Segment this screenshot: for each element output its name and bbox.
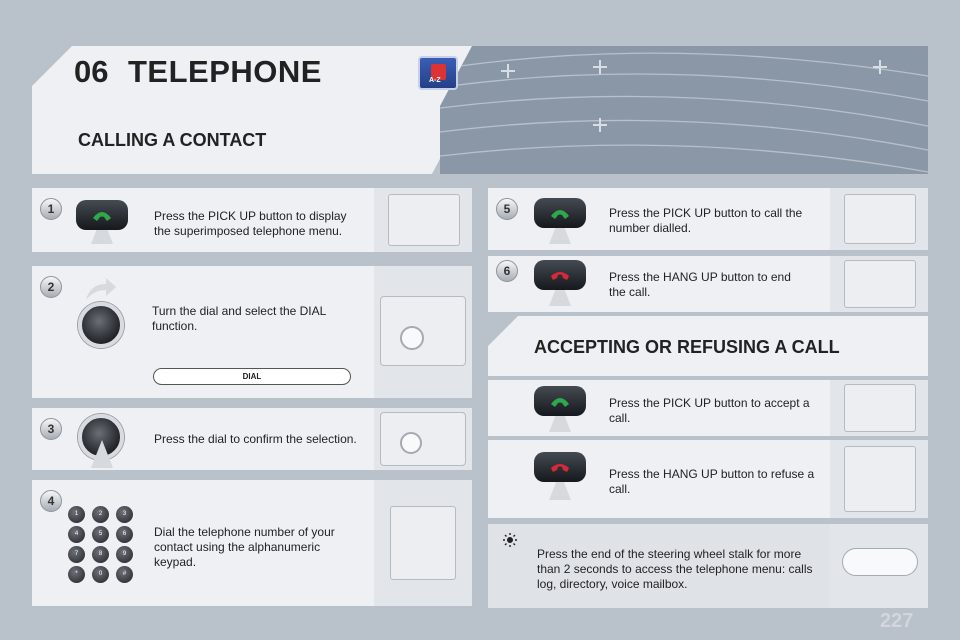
header-decoration bbox=[440, 46, 928, 174]
hangup-button-icon bbox=[534, 452, 586, 482]
radio-panel bbox=[380, 296, 466, 366]
pickup-button-icon bbox=[76, 200, 128, 230]
refuse-text: Press the HANG UP button to refuse a call. bbox=[609, 467, 815, 496]
keypad-key: 0 bbox=[92, 566, 109, 583]
step-3-text: Press the dial to confirm the selection. bbox=[154, 432, 357, 446]
step-3-badge: 3 bbox=[40, 418, 62, 440]
keypad-key: 3 bbox=[116, 506, 133, 523]
step-3-illustration bbox=[374, 408, 472, 470]
dial-menu-label: DIAL bbox=[153, 368, 351, 385]
rotate-arrow-icon bbox=[82, 278, 118, 302]
keypad-key: 5 bbox=[92, 526, 109, 543]
keypad-illustration bbox=[68, 506, 138, 580]
step-1-badge: 1 bbox=[40, 198, 62, 220]
pickup-button-icon bbox=[534, 386, 586, 416]
step-6-illustration bbox=[830, 256, 928, 312]
keypad-key: 1 bbox=[68, 506, 85, 523]
tip-illustration bbox=[830, 524, 928, 608]
keypad-key: 4 bbox=[68, 526, 85, 543]
keypad-panel bbox=[388, 194, 460, 246]
accept-illustration bbox=[830, 380, 928, 436]
keypad-panel bbox=[844, 446, 916, 512]
keypad-panel bbox=[844, 260, 916, 308]
radio-dial-icon bbox=[400, 432, 422, 454]
dial-knob-icon bbox=[78, 302, 124, 348]
pickup-button-icon bbox=[534, 198, 586, 228]
keypad-key: 7 bbox=[68, 546, 85, 563]
accept-text: Press the PICK UP button to accept a call. bbox=[609, 396, 810, 425]
keypad-key: 9 bbox=[116, 546, 133, 563]
step-5-text: Press the PICK UP button to call the number dialled. bbox=[609, 206, 803, 235]
step-1-text: Press the PICK UP button to display the superimposed telephone menu. bbox=[154, 209, 347, 238]
step-2-illustration bbox=[374, 266, 472, 398]
press-arrow-icon bbox=[91, 440, 113, 468]
refuse-illustration bbox=[830, 440, 928, 518]
section-title-calling: CALLING A CONTACT bbox=[78, 130, 267, 150]
step-4-badge: 4 bbox=[40, 490, 62, 512]
tip-text: Press the end of the steering wheel stalk for more than 2 seconds to access the telephone menu: calls log, directory, voice mailbox. bbox=[537, 547, 813, 591]
directory-icon: A-Z bbox=[418, 56, 458, 90]
step-5-badge: 5 bbox=[496, 198, 518, 220]
step-2-badge: 2 bbox=[40, 276, 62, 298]
info-icon bbox=[503, 533, 517, 547]
keypad-panel bbox=[390, 506, 456, 580]
keypad-key: 6 bbox=[116, 526, 133, 543]
step-1-illustration bbox=[374, 188, 472, 252]
hangup-button-icon bbox=[534, 260, 586, 290]
keypad-panel bbox=[844, 384, 916, 432]
step-5-illustration bbox=[830, 188, 928, 250]
step-6-text: Press the HANG UP button to end the call. bbox=[609, 270, 791, 299]
keypad-key: 2 bbox=[92, 506, 109, 523]
chapter-title: TELEPHONE bbox=[128, 54, 322, 89]
keypad-key: 8 bbox=[92, 546, 109, 563]
steering-stalk-icon bbox=[842, 548, 918, 576]
step-2-text: Turn the dial and select the DIAL function. bbox=[152, 304, 326, 333]
step-4-illustration bbox=[374, 480, 472, 606]
keypad-panel bbox=[844, 194, 916, 244]
step-4-text: Dial the telephone number of your contact using the alphanumeric keypad. bbox=[154, 525, 335, 569]
radio-dial-icon bbox=[400, 326, 424, 350]
keypad-key: # bbox=[116, 566, 133, 583]
page-number: 227 bbox=[880, 610, 914, 632]
keypad-key: * bbox=[68, 566, 85, 583]
section-title-accepting: ACCEPTING OR REFUSING A CALL bbox=[534, 337, 840, 357]
radio-panel bbox=[380, 412, 466, 466]
step-6-badge: 6 bbox=[496, 260, 518, 282]
chapter-number: 06 bbox=[74, 54, 109, 89]
header-photo bbox=[440, 46, 928, 174]
